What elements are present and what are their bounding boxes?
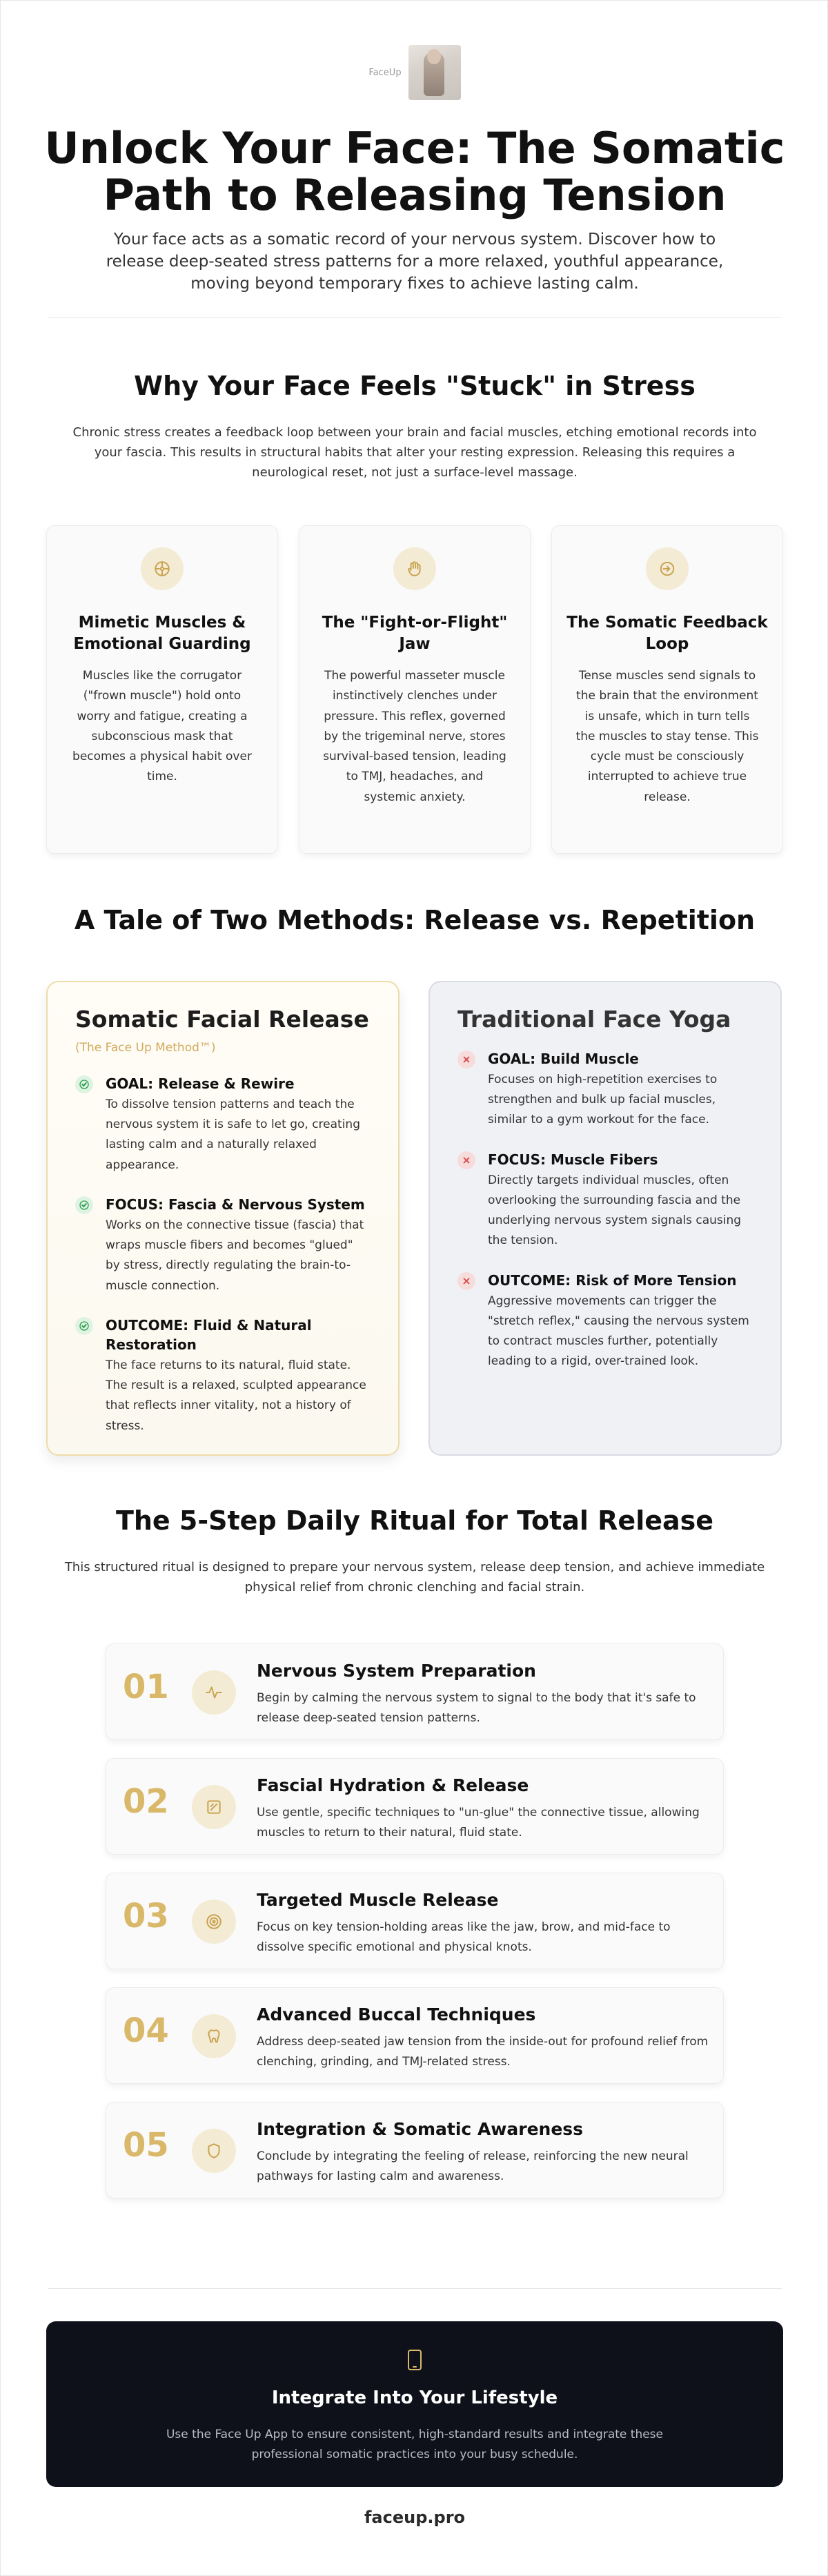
- hand-icon: [393, 547, 436, 590]
- step-title: Nervous System Preparation: [257, 1661, 536, 1681]
- panel-subtitle: (The Face Up Method™): [75, 1041, 216, 1055]
- divider: [48, 2288, 782, 2289]
- x-icon: [457, 1151, 475, 1169]
- feature-card: [551, 525, 783, 854]
- step-title: Targeted Muscle Release: [257, 1890, 499, 1910]
- step-text: Address deep-seated jaw tension from the inside-out for profound relief from clenching, grinding, and TMJ-related stress.: [257, 2035, 709, 2069]
- item-heading: OUTCOME: Risk of More Tension: [488, 1271, 737, 1289]
- compare-item: [75, 1195, 371, 1296]
- step-number: 03: [123, 1897, 169, 1935]
- step-number: 04: [123, 2011, 169, 2050]
- target-icon: [141, 547, 184, 590]
- check-icon: [75, 1196, 93, 1214]
- card-text: Muscles like the corrugator ("frown muscle") hold onto worry and fatigue, creating a subconscious mask that becomes a physical habit over time.: [72, 669, 252, 784]
- cta-text: Use the Face Up App to ensure consistent, high-standard results and integrate these professional somatic practices into your busy schedule.: [166, 2428, 664, 2461]
- check-icon: [75, 1317, 93, 1335]
- step-number: 02: [123, 1782, 169, 1821]
- step-title: Advanced Buccal Techniques: [257, 2004, 536, 2024]
- item-heading: FOCUS: Fascia & Nervous System: [106, 1196, 365, 1213]
- panel-title: Somatic Facial Release: [75, 1006, 369, 1033]
- item-text: Works on the connective tissue (fascia) that wraps muscle fibers and becomes "glued" by stress, directly regulating the brain-to-muscle connection.: [106, 1218, 364, 1293]
- step-number: 01: [123, 1668, 169, 1706]
- target-icon: [192, 1900, 236, 1944]
- ritual-step: [106, 1758, 724, 1855]
- step-number: 05: [123, 2126, 169, 2165]
- step-text: Begin by calming the nervous system to signal to the body that it's safe to release deep-seated tension patterns.: [257, 1691, 696, 1726]
- brand-logo-text[interactable]: FaceUp: [368, 67, 402, 78]
- compare-item: [75, 1316, 371, 1436]
- x-icon: [457, 1272, 475, 1290]
- step-text: Use gentle, specific techniques to "un-glue" the connective tissue, allowing muscles to return to their natural, fluid state.: [257, 1806, 700, 1840]
- step-title: Integration & Somatic Awareness: [257, 2119, 584, 2139]
- page-subtitle: Your face acts as a somatic record of your nervous system. Discover how to release deep-seated stress patterns for a more relaxed, youthful appearance, moving beyond temporary fixes to achieve lasting calm.: [106, 231, 724, 293]
- face-yoga-panel: [428, 981, 782, 1456]
- compare-item: [457, 1271, 753, 1372]
- item-text: The face returns to its natural, fluid state. The result is a relaxed, sculpted appearance that reflects inner vitality, not a history of stress.: [106, 1358, 366, 1433]
- feature-card: [299, 525, 531, 854]
- item-text: Focuses on high-repetition exercises to strengthen and bulk up facial muscles, similar to a gym workout for the face.: [488, 1073, 718, 1127]
- ritual-step: [106, 2102, 724, 2198]
- compare-item: [75, 1074, 371, 1175]
- card-text: Tense muscles send signals to the brain that the environment is unsafe, which in turn tells the muscles to stay tense. This cycle must be consciously interrupted to achieve true release.: [575, 669, 759, 804]
- card-title: The "Fight-or-Flight" Jaw: [322, 614, 508, 654]
- step-text: Focus on key tension-holding areas like the jaw, brow, and mid-face to dissolve specific emotional and physical knots.: [257, 1920, 671, 1955]
- why-section-title: Why Your Face Feels "Stuck" in Stress: [134, 371, 696, 401]
- compare-item: [457, 1049, 753, 1131]
- footer-site-link[interactable]: faceup.pro: [364, 2508, 466, 2527]
- card-title: Mimetic Muscles & Emotional Guarding: [73, 614, 251, 654]
- shield-icon: [192, 2129, 236, 2173]
- panel-title: Traditional Face Yoga: [457, 1006, 731, 1033]
- phone-icon: [406, 2349, 423, 2371]
- item-heading: GOAL: Release & Rewire: [106, 1075, 295, 1092]
- ritual-step: [106, 1873, 724, 1969]
- ritual-section-title: The 5-Step Daily Ritual for Total Release: [115, 1505, 714, 1536]
- card-title: The Somatic Feedback Loop: [566, 614, 768, 654]
- why-section-text: Chronic stress creates a feedback loop between your brain and facial muscles, etching emotional records into your fascia. This results in structural habits that alter your resting expression. Releasing this requires a neurological reset, not just a surface-level massage.: [72, 425, 757, 480]
- ritual-section-text: This structured ritual is designed to prepare your nervous system, release deep tension, and achieve immediate physical relief from chronic clenching and facial strain.: [64, 1560, 765, 1594]
- card-text: The powerful masseter muscle instinctively clenches under pressure. This reflex, governed by the trigeminal nerve, stores survival-based tension, leading to TMJ, headaches, and systemic anxiety.: [323, 669, 506, 804]
- compare-section-title: A Tale of Two Methods: Release vs. Repetition: [74, 905, 756, 935]
- item-text: To dissolve tension patterns and teach the nervous system it is safe to let go, creating lasting calm and a naturally relaxed appearance.: [106, 1097, 360, 1172]
- check-icon: [75, 1075, 93, 1093]
- item-text: Directly targets individual muscles, often overlooking the surrounding fascia and the underlying nervous system signals causing the tension.: [488, 1173, 742, 1248]
- item-heading: OUTCOME: Fluid & Natural Restoration: [106, 1316, 312, 1353]
- item-text: Aggressive movements can trigger the "stretch reflex," causing the nervous system to contract muscles further, potentially leading to a rigid, over-trained look.: [488, 1294, 749, 1369]
- step-text: Conclude by integrating the feeling of release, reinforcing the new neural pathways for lasting calm and awareness.: [257, 2149, 689, 2184]
- divider: [48, 317, 782, 318]
- somatic-release-panel: [46, 981, 400, 1456]
- x-icon: [457, 1051, 475, 1069]
- pulse-icon: [192, 1670, 236, 1715]
- feature-card: [46, 525, 278, 854]
- compare-item: [457, 1150, 753, 1251]
- layers-icon: [192, 1785, 236, 1829]
- page-title: Unlock Your Face: The Somatic Path to Releasing Tension: [44, 123, 785, 221]
- item-heading: FOCUS: Muscle Fibers: [488, 1151, 658, 1168]
- tooth-icon: [192, 2014, 236, 2058]
- step-title: Fascial Hydration & Release: [257, 1775, 529, 1795]
- brand: [1, 45, 828, 100]
- ritual-step: [106, 1987, 724, 2084]
- cta-title: Integrate Into Your Lifestyle: [271, 2388, 558, 2408]
- ritual-step: [106, 1643, 724, 1740]
- loop-icon: [646, 547, 689, 590]
- brand-photo: [408, 45, 461, 100]
- lifestyle-cta: [46, 2321, 783, 2487]
- item-heading: GOAL: Build Muscle: [488, 1051, 639, 1067]
